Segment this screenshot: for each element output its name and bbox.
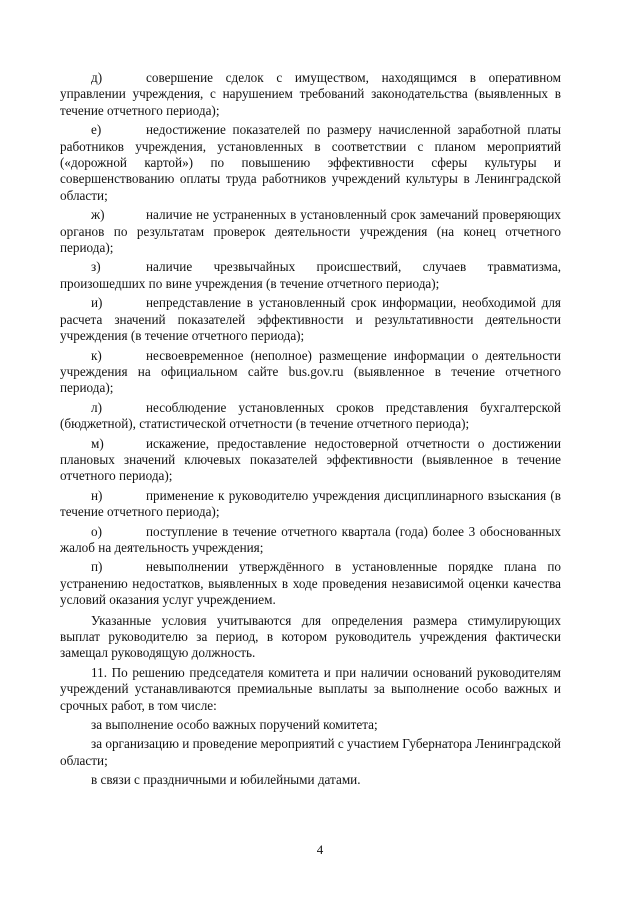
- list-marker: м): [91, 435, 104, 451]
- list-marker: ж): [91, 207, 105, 223]
- list-item-text: несоблюдение установленных сроков представления бухгалтерской (бюджетной), статистической отчетности (в течение отчетного периода);: [60, 399, 561, 432]
- document-body: [60, 70, 561, 792]
- list-item-l: [60, 400, 561, 433]
- list-item-text: наличие чрезвычайных происшествий, случаев травматизма, произошедших по вине учреждения (в течение отчетного периода);: [60, 259, 561, 291]
- bonus-item-2: за организацию и проведение мероприятий с участием Губернатора Ленинградской области;: [60, 736, 561, 768]
- list-item-text: непредставление в установленный срок информации, необходимой для расчета значений показателей эффективности и результативности деятельности учреждения (в течение отчетного периода);: [60, 295, 561, 344]
- list-item-n: [60, 488, 561, 521]
- list-marker: о): [91, 523, 102, 539]
- list-item-k: [60, 348, 561, 397]
- list-item-text: недостижение показателей по размеру начисленной заработной платы работников учреждения, установленных в соответствии с планом мероприятий («дорожной картой») по повышению эффективности сферы культуры и совершенствованию оплаты труда работников учреждений культуры в Ленинградской области;: [60, 122, 561, 203]
- list-item-e: [60, 122, 561, 204]
- list-item-p: [60, 559, 561, 608]
- list-item-text: невыполнении утверждённого в установленные порядке плана по устранению недостатков, выявленных в ходе проведения независимой оценки качества условий оказания услуг учреждением.: [60, 559, 561, 608]
- list-marker: л): [91, 399, 102, 415]
- bonus-item-1: за выполнение особо важных поручений комитета;: [91, 717, 378, 733]
- list-item-text: искажение, предоставление недостоверной отчетности о достижении плановых значений ключевых показателей эффективности (выявленное в течение отчетного периода);: [60, 435, 561, 484]
- list-item-text: несвоевременное (неполное) размещение информации о деятельности учреждения на официальном сайте bus.gov.ru (выявленное в течение отчетного периода);: [60, 347, 561, 396]
- list-item-o: [60, 524, 561, 557]
- conditions-paragraph: Указанные условия учитываются для определения размера стимулирующих выплат руководителю за период, в котором руководитель учреждения фактически замещал руководящую должность.: [60, 612, 561, 661]
- list-item-text: применение к руководителю учреждения дисциплинарного взыскания (в течение отчетного периода);: [60, 487, 561, 520]
- page-number: 4: [316, 842, 324, 857]
- list-marker: к): [91, 347, 102, 363]
- list-item-text: наличие не устраненных в установленный срок замечаний проверяющих органов по результатам проверок деятельности учреждения (на конец отчетного периода);: [60, 207, 561, 256]
- list-item-text: совершение сделок с имуществом, находящимся в оперативном управлении учреждения, с нарушением требований законодательства (выявленных в течение отчетного периода);: [60, 70, 561, 118]
- list-marker: и): [91, 295, 103, 311]
- list-item-d: [60, 70, 561, 119]
- list-item-m: [60, 436, 561, 485]
- list-item-text: поступление в течение отчетного квартала (года) более 3 обоснованных жалоб на деятельность учреждения;: [60, 523, 561, 555]
- list-marker: п): [91, 559, 103, 575]
- list-item-z: [60, 259, 561, 292]
- list-marker: з): [91, 259, 101, 275]
- bonus-item-3: в связи с праздничными и юбилейными датами.: [91, 772, 361, 788]
- list-marker: д): [91, 70, 103, 85]
- clause-11-paragraph: 11. По решению председателя комитета и при наличии оснований руководителям учреждений устанавливаются премиальные выплаты за выполнение особо важных и срочных работ, в том числе:: [60, 664, 561, 713]
- list-marker: е): [91, 122, 102, 138]
- list-marker: н): [91, 487, 103, 503]
- list-item-i: [60, 295, 561, 344]
- list-item-zh: [60, 207, 561, 256]
